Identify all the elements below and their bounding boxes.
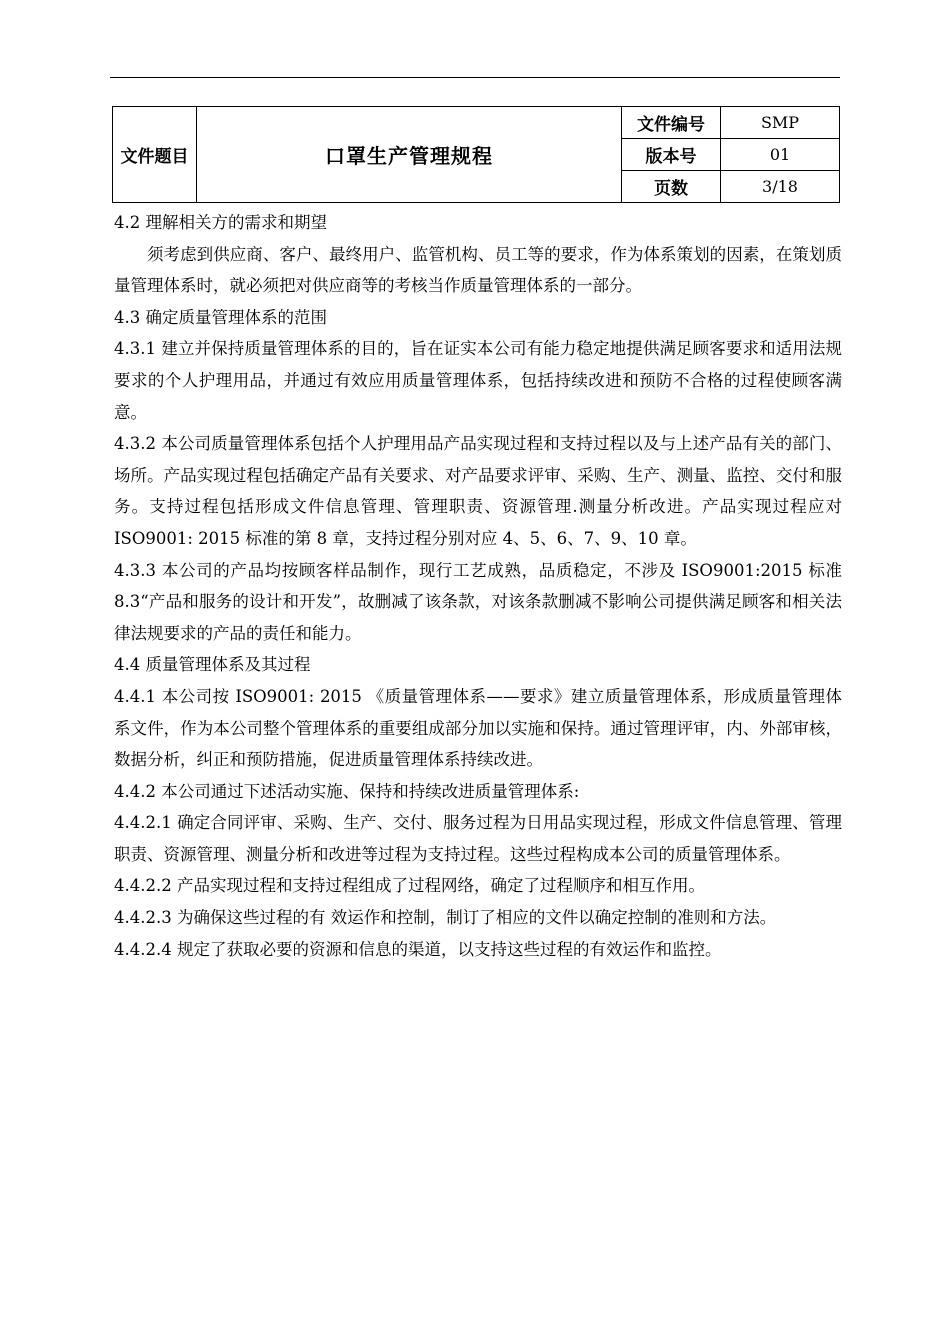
page-value: 3/18 xyxy=(721,171,840,203)
paragraph: 4.4.1 本公司按 ISO9001: 2015 《质量管理体系——要求》建立质量管理体系，形成质量管理体系文件，作为本公司整个管理体系的重要组成部分加以实施和保持。通过管理评审，内、外部审核，数据分析，纠正和预防措施，促进质量管理体系持续改进。 xyxy=(114,686,842,770)
header-rule xyxy=(110,77,840,78)
paragraph: 4.3.3 本公司的产品均按顾客样品制作，现行工艺成熟，品质稳定，不涉及 ISO9001:2015 标准 8.3“产品和服务的设计和开发”，故删减了该条款，对该条款删减不影响公司提供满足顾客和相关法律法规要求的产品的责任和能力。 xyxy=(114,560,842,643)
paragraph: 4.4.2.1 确定合同评审、采购、生产、交付、服务过程为日用品实现过程，形成文件信息管理、管理职责、资源管理、测量分析和改进等过程为支持过程。这些过程构成本公司的质量管理体系。 xyxy=(114,813,842,864)
document-title: 口罩生产管理规程 xyxy=(197,107,622,203)
document-header-table xyxy=(112,106,840,203)
paragraph: 4.4.2.4 规定了获取必要的资源和信息的渠道，以支持这些过程的有效运作和监控。 xyxy=(114,939,722,959)
doc-number-value: SMP xyxy=(721,107,840,139)
paragraph: 4.4.2 本公司通过下述活动实施、保持和持续改进质量管理体系: xyxy=(114,781,580,801)
document-body xyxy=(114,207,842,965)
version-label: 版本号 xyxy=(622,139,721,171)
paragraph: 4.4.2.3 为确保这些过程的有 效运作和控制，制订了相应的文件以确定控制的准则和方法。 xyxy=(114,908,777,928)
paragraph: 须考虑到供应商、客户、最终用户、监管机构、员工等的要求，作为体系策划的因素，在策划质量管理体系时，就必须把对供应商等的考核当作质量管理体系的一部分。 xyxy=(114,244,842,296)
section-heading-4-3: 4.3 确定质量管理体系的范围 xyxy=(114,307,327,327)
paragraph: 4.4.2.2 产品实现过程和支持过程组成了过程网络，确定了过程顺序和相互作用。 xyxy=(114,876,705,896)
subject-label: 文件题目 xyxy=(113,107,197,203)
section-heading-4-4: 4.4 质量管理体系及其过程 xyxy=(114,655,311,675)
version-value: 01 xyxy=(721,139,840,171)
doc-number-label: 文件编号 xyxy=(622,107,721,139)
page-label: 页数 xyxy=(622,171,721,203)
paragraph: 4.3.2 本公司质量管理体系包括个人护理用品产品实现过程和支持过程以及与上述产品有关的部门、场所。产品实现过程包括确定产品有关要求、对产品要求评审、采购、生产、测量、监控、交付和服务。支持过程包括形成文件信息管理、管理职责、资源管理.测量分析改进。产品实现过程应对 ISO9001: 2015 标准的第 8 章，支持过程分别对应 4、5、6、7、9、10 章。 xyxy=(114,434,842,548)
paragraph: 4.3.1 建立并保持质量管理体系的目的，旨在证实本公司有能力稳定地提供满足顾客要求和适用法规要求的个人护理用品，并通过有效应用质量管理体系，包括持续改进和预防不合格的过程使顾客满意。 xyxy=(114,339,842,422)
section-heading-4-2: 4.2 理解相关方的需求和期望 xyxy=(114,213,327,232)
